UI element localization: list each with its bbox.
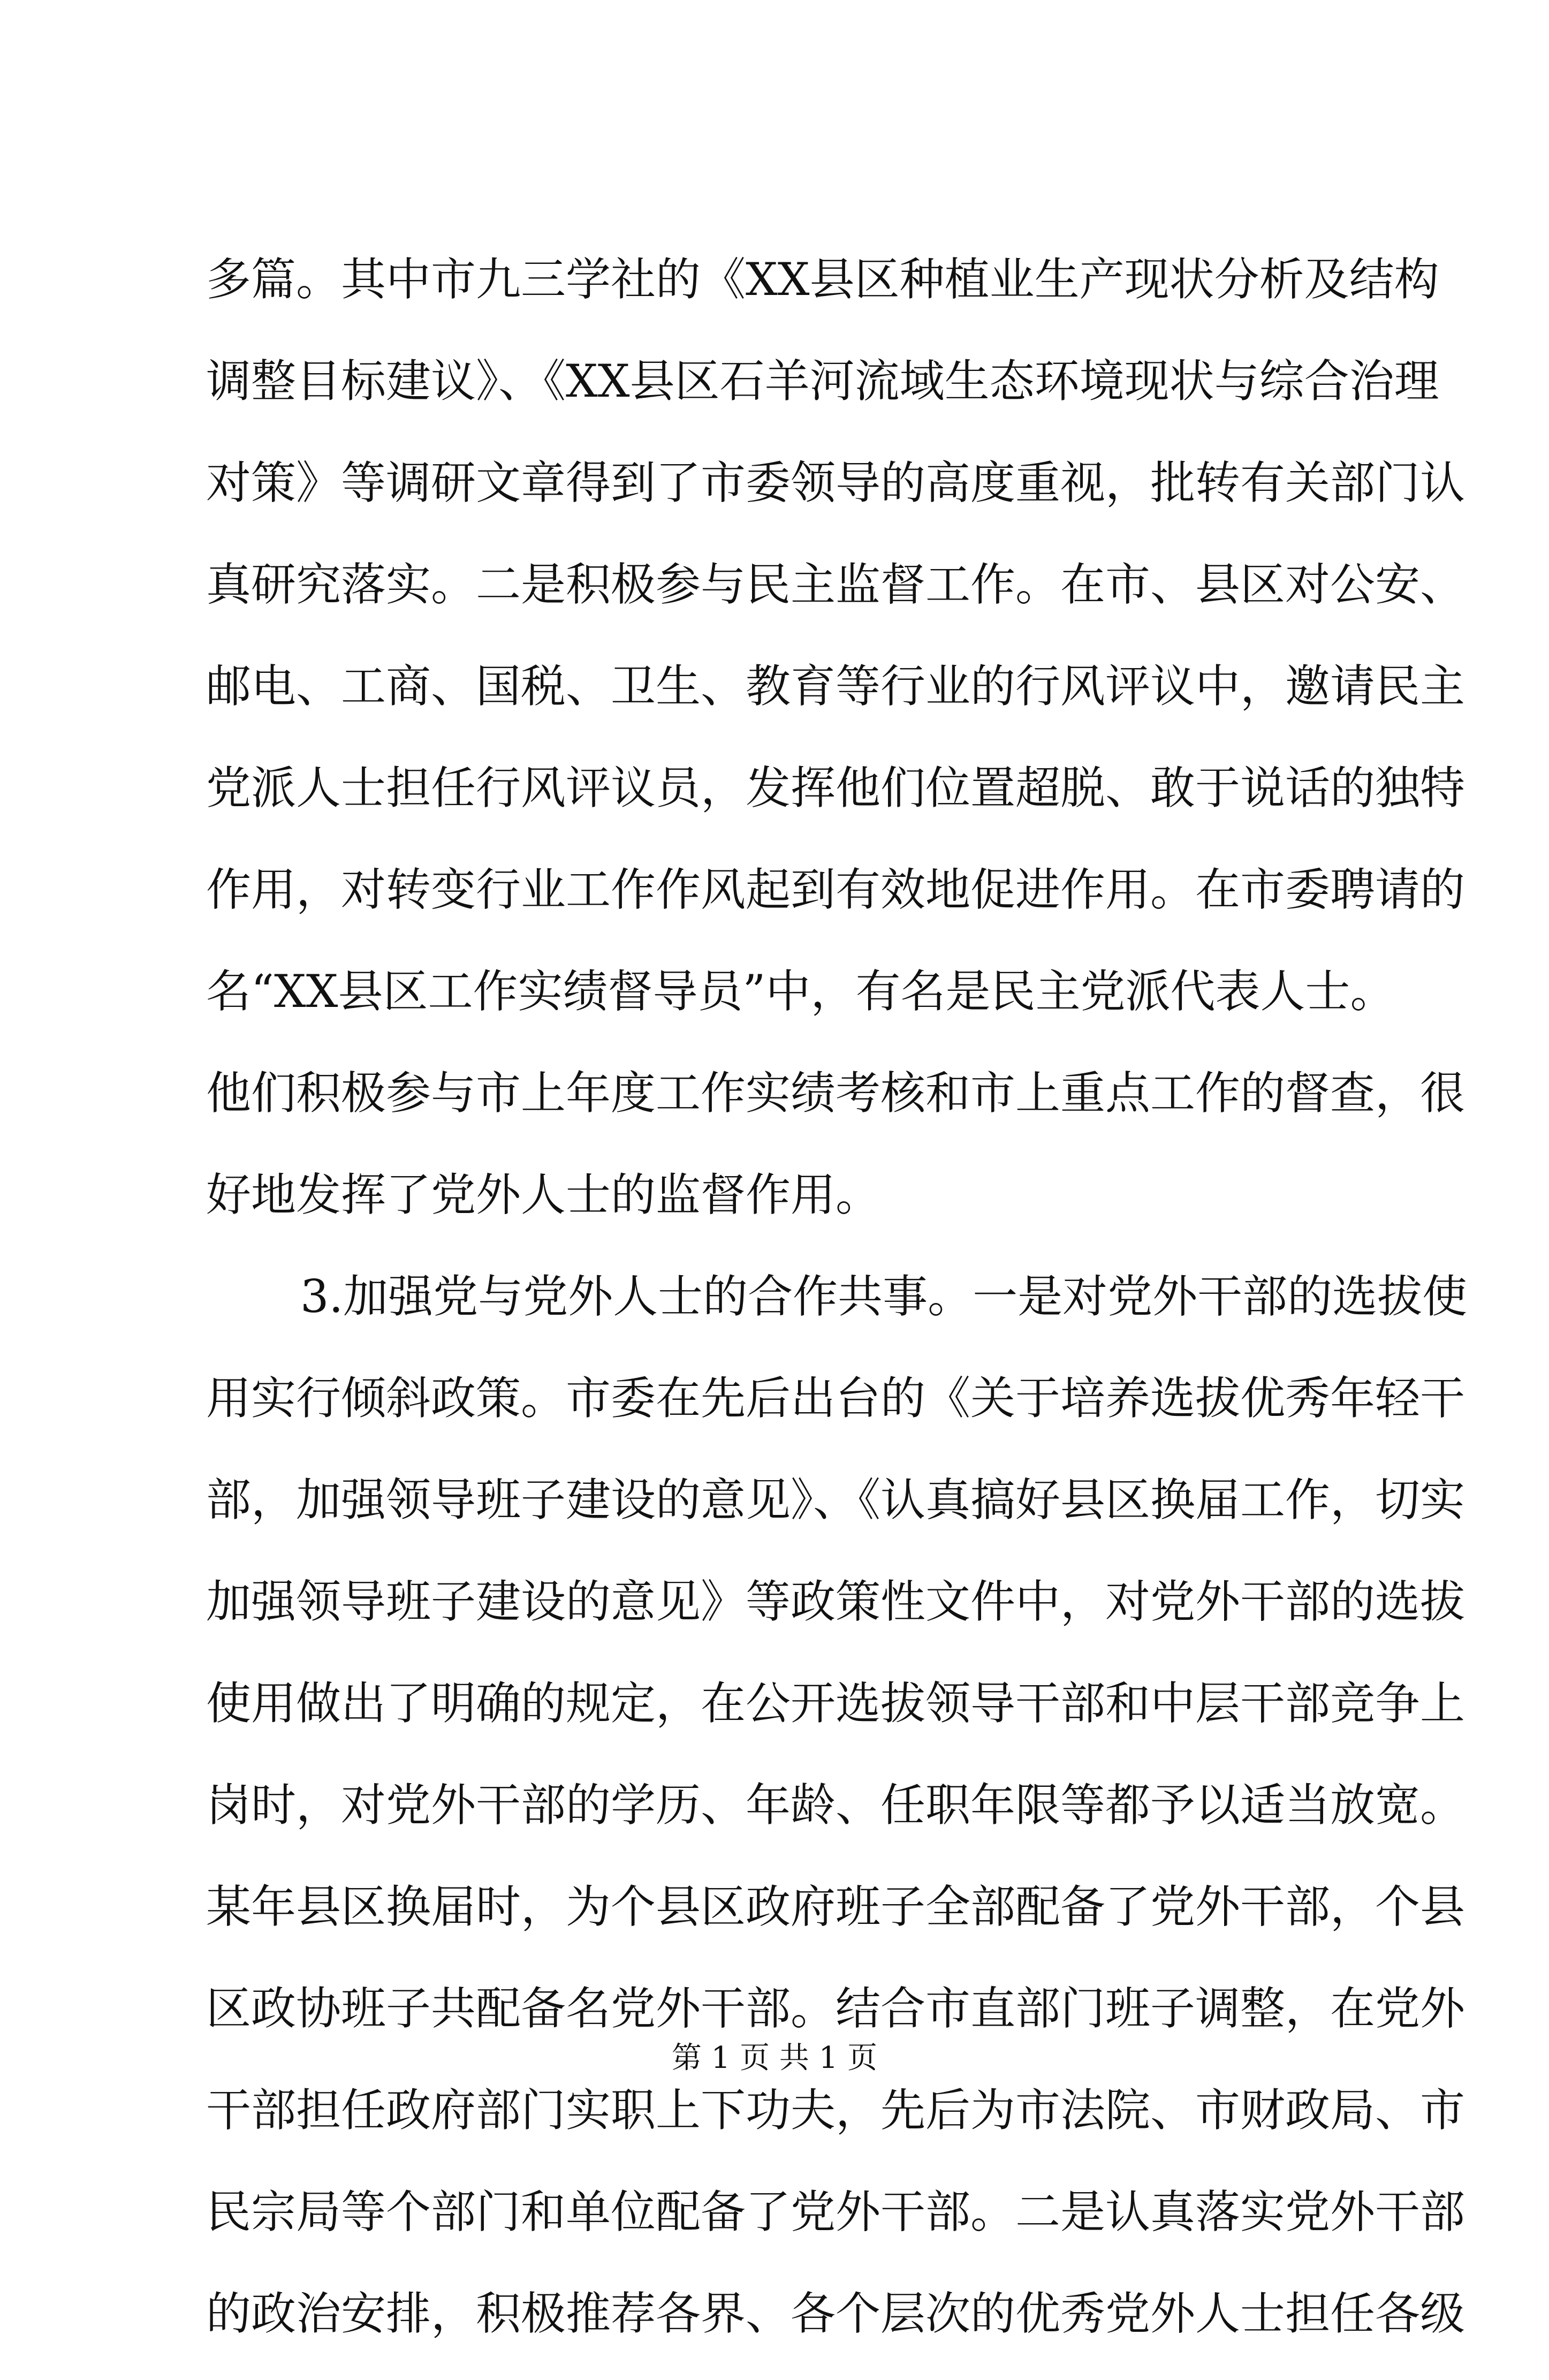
text-line: 多篇。其中市九三学社的《XX县区种植业生产现状分析及结构 (206, 253, 1439, 306)
page-footer: 第 1 页 共 1 页 (671, 2041, 878, 2075)
text-line: 他们积极参与市上年度工作实绩考核和市上重点工作的督查，很 (206, 1067, 1466, 1119)
text-line: 作用，对转变行业工作作风起到有效地促进作用。在市委聘请的 (206, 863, 1466, 916)
paragraph-first-line: 3.加强党与党外人士的合作共事。一是对党外干部的选拔使 (300, 1270, 1468, 1323)
text-line: 岗时，对党外干部的学历、年龄、任职年限等都予以适当放宽。 (206, 1779, 1466, 1831)
text-line: 党派人士担任行风评议员，发挥他们位置超脱、敢于说话的独特 (206, 762, 1466, 814)
text-line: 干部担任政府部门实职上下功夫，先后为市法院、市财政局、市 (206, 2084, 1466, 2136)
text-line: 调整目标建议》、《XX县区石羊河流域生态环境现状与综合治理 (206, 355, 1439, 407)
text-line: 加强领导班子建设的意见》等政策性文件中，对党外干部的选拔 (206, 1575, 1466, 1628)
text-line: 使用做出了明确的规定，在公开选拔领导干部和中层干部竞争上 (206, 1677, 1466, 1730)
text-line: 真研究落实。二是积极参与民主监督工作。在市、县区对公安、 (206, 558, 1466, 611)
text-line: 邮电、工商、国税、卫生、教育等行业的行风评议中，邀请民主 (206, 660, 1466, 713)
text-line: 的政治安排，积极推荐各界、各个层次的优秀党外人士担任各级 (206, 2287, 1466, 2340)
text-line: 名“XX县区工作实绩督导员”中，有名是民主党派代表人士。 (206, 965, 1395, 1018)
text-line: 对策》等调研文章得到了市委领导的高度重视，批转有关部门认 (206, 457, 1466, 509)
text-line: 用实行倾斜政策。市委在先后出台的《关于培养选拔优秀年轻干 (206, 1372, 1466, 1424)
text-line: 民宗局等个部门和单位配备了党外干部。二是认真落实党外干部 (206, 2186, 1466, 2238)
text-line: 某年县区换届时，为个县区政府班子全部配备了党外干部，个县 (206, 1881, 1466, 1933)
text-line: 区政协班子共配备名党外干部。结合市直部门班子调整，在党外 (206, 1982, 1466, 2035)
text-line: 好地发挥了党外人士的监督作用。 (206, 1169, 881, 1221)
text-line: 部，加强领导班子建设的意见》、《认真搞好县区换届工作，切实 (206, 1474, 1466, 1526)
